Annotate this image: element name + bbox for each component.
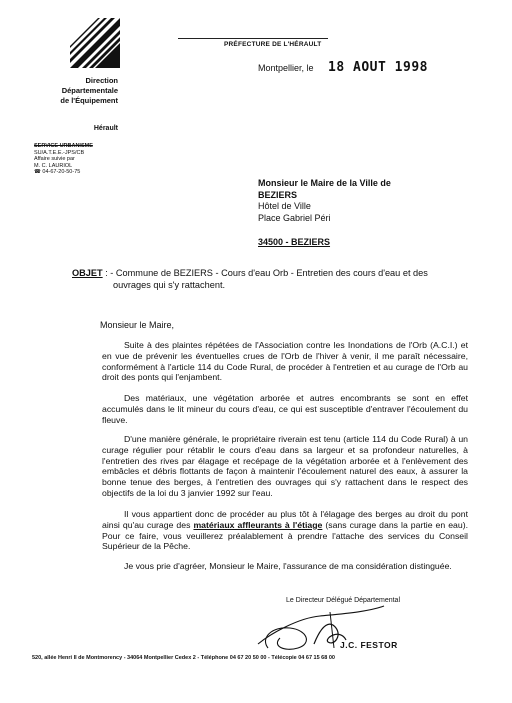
body-paragraph-4-text-c: (sans curage dans la partie en eau). Pour ce faire, vous veuillerez préalablement à prendre l'attache des services du Conseil Supérieur de la Pêche. (102, 519, 469, 552)
date-stamp: 18 AOUT 1998 (328, 60, 428, 75)
body-paragraph-3 (102, 434, 468, 499)
service-phone: 04-67-20-50-75 (42, 169, 81, 175)
directorate-line-3: de l'Équipement (60, 96, 118, 105)
body-paragraph-4-text-a: Il vous appartient donc de procéder au plus tôt à l'élagage des berges au droit du pont ainsi qu'au curage des (102, 509, 468, 530)
prefecture-name: PRÉFECTURE DE L'HÉRAULT (224, 41, 322, 48)
body-paragraph-4 (102, 509, 468, 552)
recipient-line-2: BEZIERS (258, 189, 298, 200)
followed-by-label: Affaire suivie par (34, 156, 75, 162)
recipient-line-3: Hôtel de Ville (258, 201, 311, 211)
recipient-line-1: Monsieur le Maire de la Ville de (258, 178, 391, 188)
directorate-line-2: Départementale (61, 86, 118, 95)
body-paragraph-2 (102, 393, 468, 425)
signatory-title: Le Directeur Délégué Départemental (286, 597, 401, 604)
body-paragraph-1 (102, 340, 468, 383)
phone-icon: ☎ (34, 169, 43, 175)
footer-address: 520, allée Henri II de Montmorency - 34064 Montpellier Cedex 2 - Téléphone 04 67 20 50 00 - Télécopie 04 67 15 68 00 (32, 655, 335, 661)
closing-paragraph (102, 561, 468, 572)
issuing-directorate (58, 76, 118, 106)
recipient-line-4: Place Gabriel Péri (258, 212, 331, 223)
salutation: Monsieur le Maire, (100, 320, 175, 330)
subject-label: OBJET (72, 268, 103, 278)
subject-line-2: ouvrages qui s'y rattachent. (113, 279, 226, 290)
service-name: SERVICE URBANISME (34, 143, 93, 149)
recipient-address (258, 178, 391, 224)
subject-block (72, 268, 470, 291)
date-place: Montpellier, le (258, 63, 314, 73)
body-paragraph-1-text: Suite à des plaintes répétées de l'Association contre les Inondations de l'Orb (A.C.I.) et en vue de prévenir les éventuelles crues de l'Orb de l'hiver à venir, il me paraît nécessaire, conformément à l'article 114 du Code Rural, de procéder à l'entretien et au curage de l'Orb au droit des ponts qui l'enjambent. (102, 340, 468, 383)
date-line (258, 60, 428, 75)
body-paragraph-2-text: Des matériaux, une végétation arborée et autres encombrants se sont en effet accumulés dans le lit mineur du cours d'eau, ce qui est susceptible d'entraver l'écoulement du fleuve. (102, 393, 468, 425)
recipient-city: 34500 - BEZIERS (258, 237, 331, 247)
service-phone-row (34, 169, 93, 176)
service-reference: SU/A.T.E.E.-JPS/CB (34, 149, 85, 156)
directorate-line-1: Direction (85, 76, 118, 85)
followed-by-name: M. C. LAURIOL (34, 162, 73, 169)
service-block (34, 143, 93, 176)
subject-line-1: : - Commune de BEZIERS - Cours d'eau Orb - Entretien des cours d'eau et des (102, 268, 428, 278)
department-name: Hérault (93, 125, 118, 132)
body-paragraph-3-text: D'une manière générale, le propriétaire riverain est tenu (article 114 du Code Rural) à un curage régulier pour rétablir le cours d'eau dans sa largeur et sa profondeur naturelles, à l'entretien des rives par élagage et recépage de la végétation arborée et à l'enlèvement des embâcles et débris flottants de façon à maintenir l'écoulement naturel des eaux, à assurer la bonne tenue des berges, à l'entretien des ouvrages qui s'y rattachent dans le respect des objectifs de la loi du 3 janvier 1992 sur l'eau. (102, 434, 468, 498)
ministry-logo (70, 18, 120, 68)
closing-paragraph-text: Je vous prie d'agréer, Monsieur le Maire, l'assurance de ma considération distinguée. (124, 561, 452, 571)
prefecture-rule (178, 38, 328, 39)
signatory-name: J.C. FESTOR (340, 640, 398, 650)
body-paragraph-4-emphasis: matériaux affleurants à l'étiage (193, 519, 323, 530)
